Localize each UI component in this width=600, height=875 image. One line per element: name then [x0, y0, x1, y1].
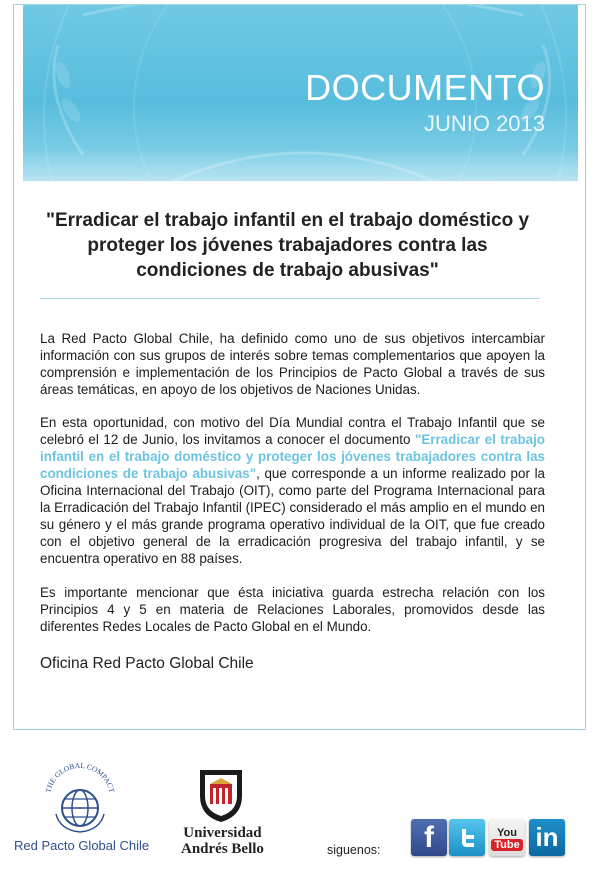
follow-label: siguenos:: [327, 843, 381, 857]
global-compact-label: Red Pacto Global Chile: [14, 838, 150, 853]
document-title: DOCUMENTO: [305, 67, 545, 108]
youtube-icon[interactable]: You Tube: [489, 819, 525, 856]
divider: [40, 298, 540, 299]
paragraph-document-rest: , que corresponde a un informe realizado por la Oficina Internacional del Trabajo (OIT), como parte del Programa Internacional para la Erradicación del Trabajo Infantil (IPEC) considerado el más amplio en el mundo en su género y el más grande programa operativo individual de la OIT, que fue creado con el objetivo general de la erradicación progresiva del trabajo infantil, y se encuentra operativo en 88 países.: [40, 466, 545, 566]
global-compact-logo: [40, 758, 120, 838]
global-compact-arc-text: THE GLOBAL COMPACT: [43, 760, 117, 794]
facebook-icon[interactable]: f: [411, 819, 447, 856]
twitter-icon[interactable]: [449, 819, 485, 856]
university-name-line2: Andrés Bello: [181, 841, 264, 857]
paragraph-principles: Es importante mencionar que ésta iniciativa guarda estrecha relación con los Principios 4 y 5 en materia de Relaciones Laborales, promovidos desde las diferentes Redes Locales de Pacto Global en el Mundo.: [40, 585, 545, 634]
signature: Oficina Red Pacto Global Chile: [40, 655, 254, 672]
paragraph-document-lead: En esta oportunidad, con motivo del Día Mundial contra el Trabajo Infantil que se celebró el 12 de Junio, los invitamos a conocer el documento: [40, 415, 545, 447]
paragraph-intro: La Red Pacto Global Chile, ha definido como uno de sus objetivos intercambiar información con sus grupos de interés sobre temas complementarios que apoyen la comprensión e implementación de los Principios de Pacto Global a través de sus áreas temáticas, en apoyo de los objetivos de Naciones Unidas.: [40, 331, 545, 397]
document-link[interactable]: "Erradicar el trabajo infantil en el trabajo doméstico y proteger los jóvenes trabajadores contra las condiciones de trabajo abusivas": [40, 432, 545, 481]
paragraph-document: [40, 414, 545, 567]
university-name: [181, 825, 264, 857]
university-name-line1: Universidad: [183, 825, 262, 841]
document-headline: "Erradicar el trabajo infantil en el trabajo doméstico y proteger los jóvenes trabajadores contra las condiciones de trabajo abusivas": [45, 210, 530, 281]
document-date: JUNIO 2013: [423, 111, 545, 136]
university-shield-logo: [196, 766, 246, 824]
linkedin-icon[interactable]: in: [529, 819, 565, 856]
